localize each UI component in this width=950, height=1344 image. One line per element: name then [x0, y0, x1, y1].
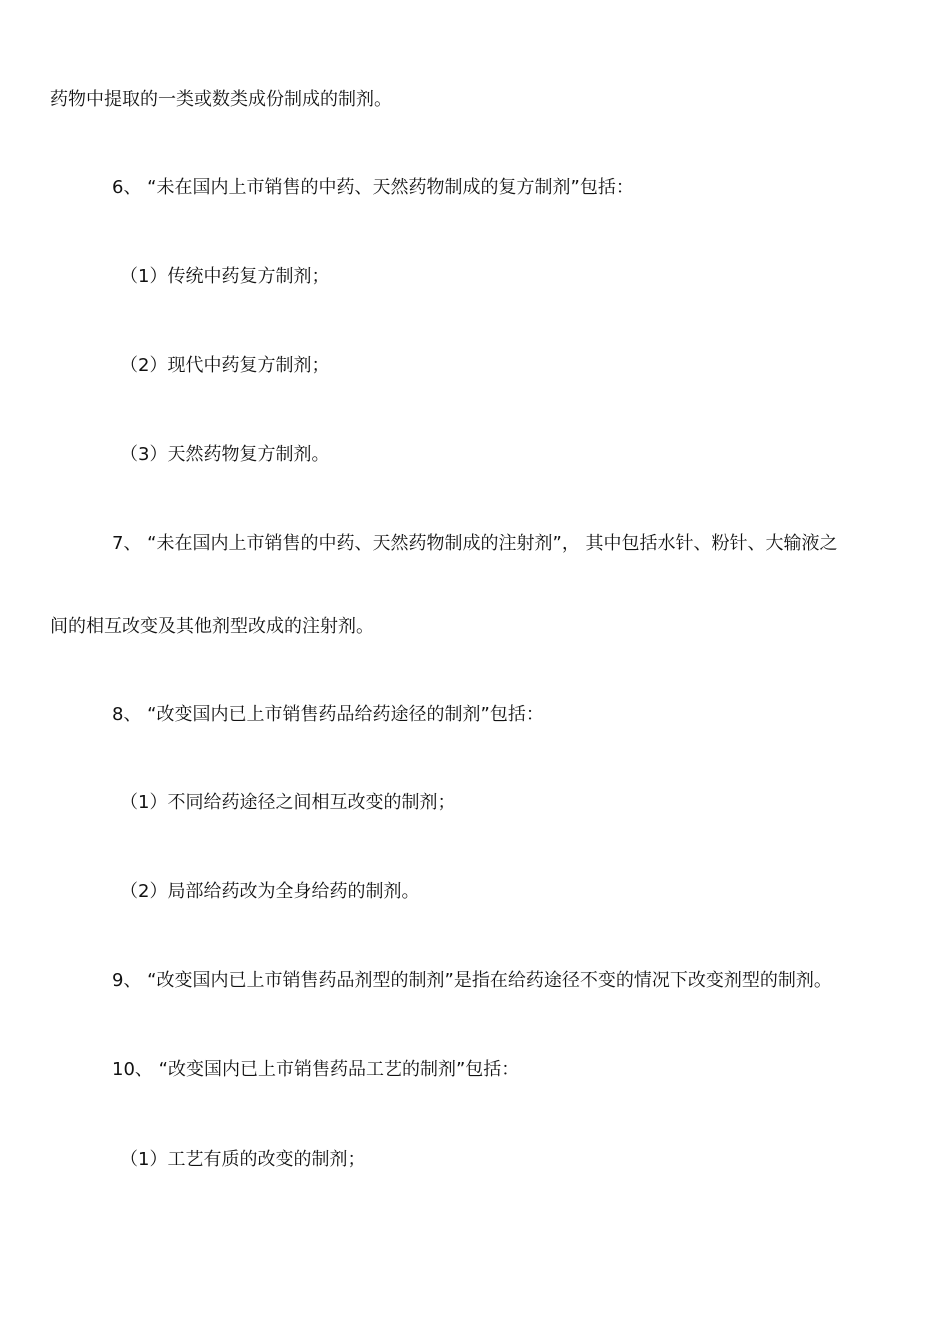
- item-7-continuation: 间的相互改变及其他剂型改成的注射剂。: [50, 616, 374, 637]
- paragraph-continuation-line: 药物中提取的一类或数类成份制成的制剂。: [50, 89, 392, 110]
- item-6-sub-2: （2）现代中药复方制剂；: [120, 355, 330, 376]
- item-8-sub-2: （2）局部给药改为全身给药的制剂。: [120, 881, 420, 902]
- item-6-sub-1: （1）传统中药复方制剂；: [120, 266, 330, 287]
- item-10-heading: 10、 “改变国内已上市销售药品工艺的制剂”包括：: [112, 1059, 520, 1080]
- item-10-sub-1: （1）工艺有质的改变的制剂；: [120, 1149, 366, 1170]
- item-8-sub-1: （1）不同给药途径之间相互改变的制剂；: [120, 792, 456, 813]
- item-7-heading: 7、 “未在国内上市销售的中药、天然药物制成的注射剂”， 其中包括水针、粉针、大输液之: [112, 533, 838, 554]
- item-6-heading: 6、 “未在国内上市销售的中药、天然药物制成的复方制剂”包括：: [112, 177, 634, 198]
- item-9-heading: 9、 “改变国内已上市销售药品剂型的制剂”是指在给药途径不变的情况下改变剂型的制剂。: [112, 970, 832, 991]
- item-8-heading: 8、 “改变国内已上市销售药品给药途径的制剂”包括：: [112, 704, 544, 725]
- item-6-sub-3: （3）天然药物复方制剂。: [120, 444, 330, 465]
